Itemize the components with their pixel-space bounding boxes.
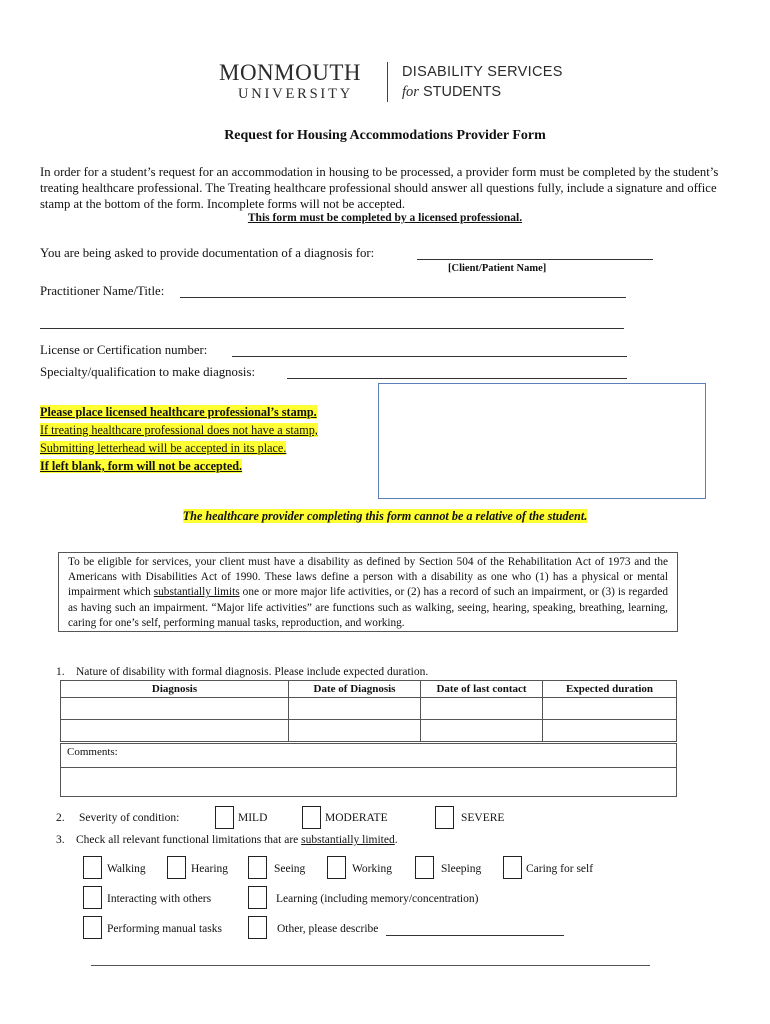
q1-text: Nature of disability with formal diagnosis. Please include expected duration. — [76, 666, 429, 678]
license-label: License or Certification number: — [40, 343, 208, 357]
cell-expected-duration[interactable] — [543, 720, 677, 742]
working-label: Working — [352, 863, 392, 875]
stamp-instructions — [40, 403, 318, 475]
cell-diagnosis[interactable] — [61, 698, 289, 720]
other-describe-line[interactable] — [386, 935, 564, 936]
logo-university-name: MONMOUTH — [219, 60, 361, 85]
col-date-of-diagnosis: Date of Diagnosis — [289, 681, 421, 698]
not-relative-text: The healthcare provider completing this form cannot be a relative of the student. — [182, 509, 588, 523]
q3-text-prefix: Check all relevant functional limitations that are — [76, 834, 302, 846]
cell-date-last-contact[interactable] — [421, 720, 543, 742]
sleeping-checkbox[interactable] — [415, 856, 434, 879]
diagnosis-table-header — [61, 681, 677, 698]
moderate-checkbox[interactable] — [302, 806, 321, 829]
logo-divider — [387, 62, 388, 102]
license-line[interactable] — [232, 356, 627, 357]
specialty-line[interactable] — [287, 378, 627, 379]
practitioner-line[interactable] — [180, 297, 626, 298]
caring-for-self-checkbox[interactable] — [503, 856, 522, 879]
comments-section — [60, 743, 677, 797]
q3-text — [76, 834, 398, 846]
q3-text-underlined: substantially limited — [301, 834, 395, 846]
walking-label: Walking — [107, 863, 146, 875]
other-label: Other, please describe — [277, 923, 379, 935]
client-name-caption: [Client/Patient Name] — [448, 263, 547, 274]
form-title: Request for Housing Accommodations Provider Form — [224, 128, 546, 143]
diagnosis-for-label: You are being asked to provide documentation of a diagnosis for: — [40, 246, 375, 260]
specialty-label: Specialty/qualification to make diagnosis: — [40, 365, 256, 379]
table-row — [61, 698, 677, 720]
q1-number: 1. — [56, 666, 65, 678]
bottom-rule[interactable] — [91, 965, 650, 966]
walking-checkbox[interactable] — [83, 856, 102, 879]
mild-checkbox[interactable] — [215, 806, 234, 829]
learning-checkbox[interactable] — [248, 886, 267, 909]
q2-number: 2. — [56, 812, 65, 824]
working-checkbox[interactable] — [327, 856, 346, 879]
q3-text-suffix: . — [394, 834, 398, 846]
licensed-notice: This form must be completed by a licensed professional. — [247, 212, 523, 224]
severe-label: SEVERE — [461, 812, 505, 824]
logo-university-sub: UNIVERSITY — [238, 86, 353, 102]
eligibility-part2: one or more major life activities, or (2) has a record of such an impairment, or (3) is regarded as having such an impairment. “Major life activities” are functions such as walking, seeing, hearing, speaking, breathing, learning, caring for one’s self, performing manual tasks, reproduction, and working. — [68, 586, 668, 629]
cell-diagnosis[interactable] — [61, 720, 289, 742]
col-expected-duration: Expected duration — [543, 681, 677, 698]
stamp-line-1: Please place licensed healthcare professional’s stamp. — [40, 405, 317, 419]
stamp-line-2: If treating healthcare professional does not have a stamp, — [40, 423, 318, 437]
stamp-line-3: Submitting letterhead will be accepted in its place. — [40, 441, 287, 455]
severe-checkbox[interactable] — [435, 806, 454, 829]
eligibility-box — [58, 552, 678, 632]
logo-for: for — [402, 84, 419, 100]
col-diagnosis: Diagnosis — [61, 681, 289, 698]
cell-date-last-contact[interactable] — [421, 698, 543, 720]
client-name-line[interactable] — [417, 259, 653, 260]
q2-text: Severity of condition: — [79, 812, 180, 824]
cell-expected-duration[interactable] — [543, 698, 677, 720]
interacting-checkbox[interactable] — [83, 886, 102, 909]
cell-date-of-diagnosis[interactable] — [289, 698, 421, 720]
eligibility-part1: To be eligible for services, your client must have a disability as defined by Section 504 of the Rehabilitation Act of 1973 and the Americans with Disabilities Act of 1990. These laws define a person with a disability as one who (1) has a physical or mental impairment which — [68, 556, 668, 599]
diagnosis-table — [60, 680, 677, 742]
learning-label: Learning (including memory/concentration) — [276, 893, 479, 905]
q3-number: 3. — [56, 834, 65, 846]
other-checkbox[interactable] — [248, 916, 267, 939]
logo-students: STUDENTS — [422, 84, 502, 100]
manual-tasks-checkbox[interactable] — [83, 916, 102, 939]
practitioner-line-2[interactable] — [40, 328, 624, 329]
logo-department-line1: DISABILITY SERVICES — [402, 64, 563, 80]
comments-label: Comments: — [61, 744, 676, 768]
stamp-line-4: If left blank, form will not be accepted. — [40, 459, 243, 473]
seeing-checkbox[interactable] — [248, 856, 267, 879]
comments-field[interactable] — [61, 768, 676, 796]
table-row — [61, 720, 677, 742]
manual-tasks-label: Performing manual tasks — [107, 923, 222, 935]
practitioner-label: Practitioner Name/Title: — [40, 284, 165, 298]
mild-label: MILD — [238, 812, 268, 824]
not-relative-notice — [0, 509, 770, 524]
seeing-label: Seeing — [274, 863, 306, 875]
hearing-checkbox[interactable] — [167, 856, 186, 879]
col-date-last-contact: Date of last contact — [421, 681, 543, 698]
intro-paragraph: In order for a student’s request for an accommodation in housing to be processed, a provider form must be completed by the student’s treating healthcare professional. The Treating healthcare professional should answer all questions fully, include a signature and office stamp at the bottom of the form. Incomplete forms will not be accepted. — [40, 165, 719, 211]
moderate-label: MODERATE — [325, 812, 388, 824]
logo-department-line2 — [402, 84, 501, 101]
caring-for-self-label: Caring for self — [526, 863, 594, 875]
cell-date-of-diagnosis[interactable] — [289, 720, 421, 742]
stamp-box[interactable] — [378, 383, 706, 499]
hearing-label: Hearing — [191, 863, 229, 875]
sleeping-label: Sleeping — [441, 863, 482, 875]
eligibility-underlined: substantially limits — [153, 586, 240, 599]
interacting-label: Interacting with others — [107, 893, 212, 905]
